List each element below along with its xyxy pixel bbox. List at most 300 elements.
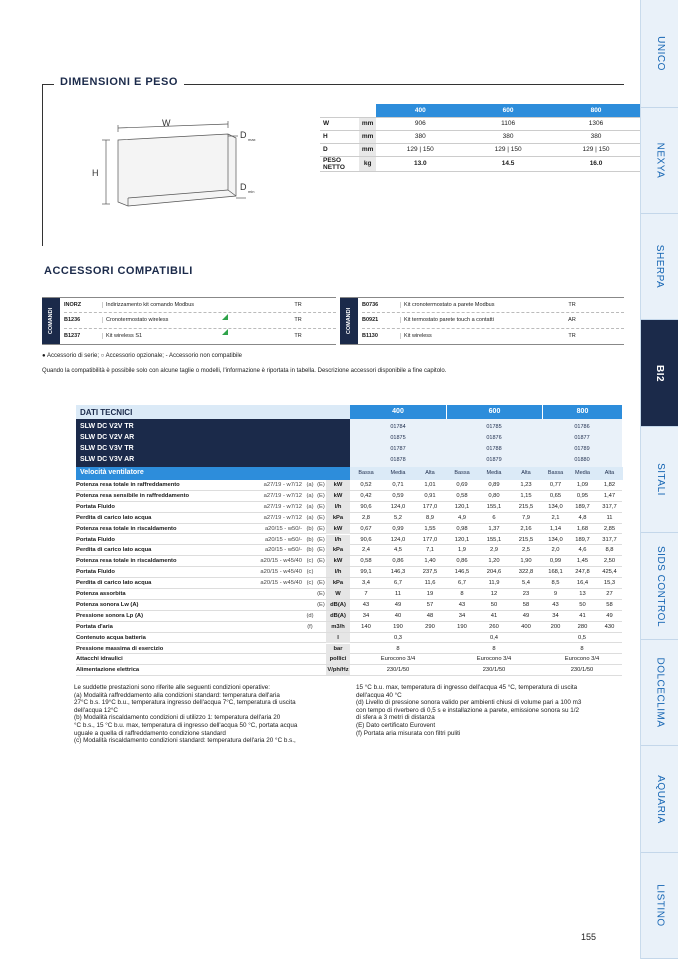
param-value: 41 [490,612,498,619]
param-value: 0,86 [392,558,404,565]
param-value: 8 [396,645,400,652]
tab-unico[interactable] [641,0,678,108]
param-value: 260 [489,623,499,630]
param-value: 90,6 [360,536,372,543]
param-value: 4,9 [457,514,467,521]
param-name: Pressione sonora Lp (A) [76,612,143,619]
param-value: 230/1/50 [482,667,506,674]
param-value: 322,8 [518,569,534,576]
param-value: 0,4 [489,634,499,641]
param-value: 1,45 [576,558,589,565]
param-note: (E) [317,536,325,543]
tech-row [76,502,622,513]
param-unit: kPa [326,578,350,588]
param-value: 0,5 [577,634,587,641]
param-value: 0,52 [360,482,372,488]
param-value: 0,98 [456,525,468,532]
footnote-line: (E) Dato certificato Eurovent [356,721,436,729]
param-name: Perdita di carico lato acqua [76,580,152,587]
tech-model-code: 01785 [486,424,502,430]
footnotes-right [356,684,626,737]
tech-model-code: 01786 [574,424,590,430]
section-tabs [640,0,678,959]
param-unit: pollici [326,654,350,664]
footnote-line: con tempo di riverbero di 0,5 s e installazione a parete, emissione sonora su 1/2 [356,706,579,714]
fan-speed-header: Alta [596,467,623,480]
dim-row-h: H mm 380 380 380 [320,130,640,143]
param-value: 177,0 [422,503,438,510]
tech-model-name: SLW DC V2V TR [80,423,134,430]
param-value: 43 [362,601,370,608]
accessories-left-block [42,297,336,345]
dimensions-title: DIMENSIONI E PESO [54,76,184,88]
param-value: 40 [394,612,402,619]
param-value: 34 [362,612,370,619]
tech-row [76,622,622,633]
param-value: 2,0 [551,547,560,554]
param-name: Potenza resa totale in riscaldamento [76,558,177,565]
param-unit: V/ph/Hz [327,667,349,674]
param-value: 204,6 [486,569,502,576]
param-value: 27 [606,591,613,597]
param-value: 1,9 [457,547,467,554]
param-value: 280 [577,623,588,630]
param-value: 1,40 [424,558,436,565]
param-value: 11,9 [488,580,500,587]
tab-label: SIDS CONTROL [654,545,666,627]
drawing-label-dmax-sub: max [248,137,256,142]
param-value: 1,23 [520,482,532,488]
fan-speed-header: Media [569,467,596,480]
param-note: (E) [317,601,325,608]
param-name: Portata Fluido [76,536,115,543]
param-note: (b) [306,547,314,554]
param-value: 0,89 [488,482,500,488]
param-value: 4,6 [578,547,587,554]
param-value: 2,50 [603,558,616,565]
param-value: 2,8 [361,514,371,521]
param-value: 8 [460,591,464,597]
param-value: 90,6 [360,503,372,510]
accessory-flag-icon [222,314,228,320]
param-value: 2,85 [603,525,616,532]
footnote-line: 27°C b.s. 19°C b.u., temperatura ingresso dell'acqua 7°C, temperatura di uscita [74,699,296,707]
param-value: 6,7 [393,580,403,587]
param-value: 2,1 [551,514,560,521]
accessories-title: ACCESSORI COMPATIBILI [44,265,193,277]
param-value: 8,8 [605,547,614,554]
tech-row [76,567,622,578]
param-value: 19 [426,591,434,597]
param-value: 7,1 [425,547,435,554]
param-value: 146,5 [454,569,470,576]
param-note: (E) [317,558,325,565]
param-value: Eurocono 3/4 [476,656,512,663]
param-value: 200 [550,623,561,630]
param-value: 11 [394,591,402,597]
accessory-row: INORZ Indirizzamento kit comando Modbus TR [64,298,336,313]
fan-speed-header: Media [382,467,414,480]
param-value: 58 [522,601,530,608]
param-value: 189,7 [575,536,590,543]
param-value: 16,4 [576,580,589,587]
param-value: 190 [457,623,467,630]
drawing-label-w: W [162,118,171,128]
param-unit: kW [326,480,350,490]
accessory-flag-icon [222,329,228,335]
tab-label: DOLCECLIMA [654,657,666,728]
param-unit: l/h [326,502,350,512]
param-note: (d) [306,612,314,619]
param-value: 190 [393,623,403,630]
footnote-line: (d) Livello di pressione sonora valido per ambienti chiusi di volume pari a 100 m3 [356,699,582,707]
tab-listino[interactable] [641,853,678,959]
param-value: 317,7 [602,503,617,510]
tab-label: NEXYA [654,142,666,179]
param-name: Attacchi idraulici [76,656,123,663]
param-value: 134,0 [548,536,563,543]
param-value: 1,55 [424,525,436,532]
tab-sids-control[interactable] [641,533,678,640]
param-value: 12 [490,591,498,597]
param-unit: kPa [326,513,350,523]
param-note: (a) [306,482,314,488]
param-value: 290 [425,623,435,630]
dim-row-d: D mm 129 | 150 129 | 150 129 | 150 [320,143,640,156]
accessory-row: B1237 Kit wireless S1 TR [64,333,302,340]
param-value: 57 [426,601,434,608]
param-note: (b) [306,536,314,543]
tech-model-code: 01878 [390,457,406,463]
param-value: 41 [579,612,586,619]
param-value: 43 [458,601,466,608]
dim-col-600: 600 [464,104,552,117]
tab-nexya[interactable] [641,108,678,214]
param-value: 0,65 [549,492,562,499]
param-value: 215,5 [518,503,534,510]
param-value: 155,1 [486,536,502,543]
param-value: 48 [426,612,434,619]
accessories-legend: ● Accessorio di serie; ○ Accessorio opzionale; - Accessorio non compatibile [42,353,243,359]
param-note: (E) [317,591,325,597]
tech-row [76,600,622,611]
drawing-label-dmin-sub: min [248,189,255,194]
param-value: 430 [604,623,615,630]
param-value: 1,20 [488,558,500,565]
param-value: 177,0 [422,536,438,543]
dim-col-800: 800 [552,104,640,117]
tech-row [76,589,622,600]
param-note: (f) [307,623,313,630]
accessories-side-label: COMANDI [340,298,358,344]
tab-aquaria[interactable] [641,746,678,853]
param-value: 0,3 [393,634,403,641]
fan-speed-header: Alta [414,467,446,480]
tech-row [76,556,622,567]
tab-label: SHERPA [654,244,666,289]
footnote-line: dell'acqua 12°C [74,706,118,714]
param-note: (c) [306,580,314,587]
param-unit: kPa [326,545,350,555]
param-value: 2,16 [520,525,532,532]
param-value: 49 [522,612,530,619]
param-value: 215,5 [518,536,534,543]
param-value: 0,77 [549,482,562,488]
param-value: 0,99 [549,558,562,565]
param-value: 0,42 [360,492,372,499]
tech-model-code: 01877 [574,435,590,441]
tech-row [76,654,622,665]
param-name: Perdita di carico lato acqua [76,514,152,521]
param-value: 317,7 [602,536,617,543]
footnote-line: (f) Portata aria misurata con filtri puliti [356,729,461,737]
param-condition: a20/15 - w50/- [264,536,302,543]
tech-row [76,480,622,491]
param-value: 15,3 [603,580,616,587]
param-condition: a27/19 - w7/12 [263,482,302,488]
drawing-label-h: H [92,168,99,178]
param-value: 155,1 [486,503,502,510]
param-value: 34 [552,612,559,619]
tech-row [76,535,622,546]
param-value: 168,1 [548,569,563,576]
param-value: 6 [492,514,496,521]
param-value: 134,0 [548,503,563,510]
param-value: 43 [552,601,559,608]
param-value: 0,80 [488,492,500,499]
tech-model-name: SLW DC V2V AR [80,434,135,441]
param-condition: a27/19 - w7/12 [263,503,302,510]
param-value: 2,4 [361,547,371,554]
param-value: 124,0 [390,503,406,510]
accessories-note: Quando la compatibilità è possibile solo con alcune taglie o modelli, l'informazione è riportata in tabella. Descrizione accessori disponibile a fine capitolo. [42,368,447,374]
param-note: (c) [306,569,314,576]
param-value: 237,5 [422,569,438,576]
param-value: 7,9 [521,514,531,521]
footnote-line: Le suddette prestazioni sono riferite alle seguenti condizioni operative: [74,684,271,691]
param-unit: dB(A) [326,600,350,610]
tab-dolceclima[interactable] [641,640,678,746]
param-value: 247,8 [575,569,590,576]
accessory-row: B0921 Kit termostato parete touch a contatti AR [362,313,624,328]
tab-label: UNICO [654,36,666,71]
param-note: (a) [306,503,314,510]
param-value: 8,5 [551,580,560,587]
footnotes-left [74,684,344,745]
param-value: 230/1/50 [386,667,410,674]
param-unit: dB(A) [326,611,350,621]
param-name: Portata Fluido [76,503,115,510]
param-value: 1,82 [603,482,616,488]
param-unit: l/h [326,567,350,577]
param-note: (E) [317,525,325,532]
tech-row [76,578,622,589]
tech-model-name: SLW DC V3V TR [80,445,134,452]
param-value: 400 [521,623,531,630]
param-value: Eurocono 3/4 [564,656,600,663]
param-value: 0,58 [360,558,372,565]
dim-row-w: W mm 906 1106 1306 [320,117,640,130]
param-note: (b) [306,525,314,532]
param-value: 120,1 [454,503,470,510]
footnote-line: dell'acqua 40 °C [356,691,402,699]
param-value: 0,86 [456,558,468,565]
accessory-row: B1236 Cronotermostato wireless TR [64,313,336,328]
param-name: Potenza assorbita [76,591,126,597]
param-value: 124,0 [390,536,406,543]
dim-col-400: 400 [376,104,464,117]
tab-bi2[interactable] [641,320,678,427]
tech-size-800: 800 [542,405,622,419]
drawing-label-dmin: D [240,182,247,192]
param-condition: a20/15 - w45/40 [260,580,302,587]
param-value: 1,90 [520,558,532,565]
param-value: 140 [361,623,371,630]
param-note: (c) [306,558,314,565]
tab-sitali[interactable] [641,427,678,533]
param-note: (a) [306,492,314,499]
param-value: 49 [394,601,402,608]
tech-model-code: 01879 [486,457,502,463]
tech-row [76,513,622,524]
tech-row [76,644,622,655]
accessory-row: B1130 Kit wireless TR [362,333,576,340]
param-value: 13 [579,591,586,597]
param-value: 120,1 [454,536,470,543]
param-value: 23 [522,591,530,597]
fan-speed-header: Media [478,467,510,480]
param-value: 50 [579,601,586,608]
param-value: 0,91 [424,492,436,499]
tab-label: LISTINO [654,884,666,927]
tech-size-600: 600 [446,405,542,419]
param-value: 1,14 [549,525,562,532]
param-unit: kW [326,491,350,501]
footnote-line: 15 °C b.u. max, temperatura di ingresso dell'acqua 45 °C, temperatura di uscita [356,684,578,691]
param-unit: W [326,589,350,599]
param-condition: a20/15 - w45/40 [260,569,302,576]
param-note: (E) [317,503,325,510]
footnote-line: (a) Modalità raffreddamento alla condizioni standard: temperatura dell'aria [74,691,280,699]
footnote-line: uguale a quella di raffreddamento condizione standard [74,729,226,737]
param-value: 0,67 [360,525,372,532]
param-value: 0,59 [392,492,404,499]
param-value: 8,9 [425,514,435,521]
param-unit: l/h [326,535,350,545]
tech-model-code: 01788 [486,446,502,452]
footnote-line: °C b.s., 15 °C b.u. max, temperatura di ingresso dell'acqua 50 °C, portata acqua [74,721,298,729]
param-value: 1,47 [603,492,616,499]
param-value: 6,7 [457,580,467,587]
dim-row-weight: PESO NETTO kg 13.0 14.5 16.0 [320,156,640,171]
param-name: Potenza resa sensibile in raffreddamento [76,492,190,499]
param-value: 0,69 [456,482,468,488]
param-value: 49 [606,612,613,619]
tech-row [76,545,622,556]
fan-speed-header: Bassa [350,467,382,480]
param-name: Alimentazione elettrica [76,667,140,674]
param-value: 50 [490,601,498,608]
param-value: 7 [364,591,368,597]
accessories-right-block [340,297,624,345]
fan-speed-header: Bassa [446,467,478,480]
param-note: (E) [317,492,325,499]
tech-size-400: 400 [350,405,446,419]
param-name: Potenza sonora Lw (A) [76,601,139,608]
param-condition: a20/15 - w50/- [264,525,302,532]
param-value: 4,8 [578,514,587,521]
page-number: 155 [580,932,596,942]
fan-speed-label: Velocità ventilatore [80,469,144,476]
param-name: Potenza resa totale in riscaldamento [76,525,177,532]
tech-row [76,491,622,502]
param-value: 5,2 [393,514,403,521]
param-value: 1,15 [520,492,532,499]
footnote-line: (c) Modalità riscaldamento condizioni standard: temperatura dell'aria 20 °C b.s., [74,737,296,745]
param-value: 11,6 [424,580,436,587]
param-condition: a20/15 - w45/40 [260,558,302,565]
param-note: (E) [317,580,325,587]
param-unit: l [326,633,350,643]
param-condition: a27/19 - w7/12 [263,514,302,521]
param-note: (E) [317,547,325,554]
tech-model-code: 01880 [574,457,590,463]
param-note: (E) [317,482,325,488]
param-unit: kW [326,524,350,534]
tab-label: BI2 [654,364,666,382]
param-value: 34 [458,612,466,619]
tech-row [76,611,622,622]
param-value: 230/1/50 [570,667,594,674]
param-value: 0,95 [576,492,589,499]
param-condition: a20/15 - w50/- [264,547,302,554]
param-unit: kW [326,556,350,566]
param-unit: m3/h [326,622,350,632]
param-unit: bar [326,644,350,654]
param-value: 0,71 [392,482,404,488]
accessories-side-label: COMANDI [42,298,60,344]
param-value: 146,3 [390,569,406,576]
param-value: 3,4 [361,580,371,587]
tech-model-code: 01789 [574,446,590,452]
tab-sherpa[interactable] [641,214,678,320]
param-name: Contenuto acqua batteria [76,634,146,641]
param-value: 1,01 [424,482,436,488]
tech-row [76,633,622,644]
tech-model-name: SLW DC V3V AR [80,456,135,463]
param-note: (a) [306,514,314,521]
param-value: 0,99 [392,525,404,532]
param-condition: a27/19 - w7/12 [263,492,302,499]
param-value: 0,58 [456,492,468,499]
footnote-line: di sfera a 3 metri di distanza [356,714,435,722]
tech-model-code: 01875 [390,435,406,441]
unit-drawing [88,118,268,228]
fan-speed-header: Bassa [542,467,569,480]
tech-model-code: 01876 [486,435,502,441]
param-value: 5,4 [521,580,531,587]
tab-label: AQUARIA [654,774,666,824]
tech-title: DATI TECNICI [80,408,133,417]
tech-model-code: 01787 [390,446,406,452]
tech-model-code: 01784 [390,424,406,430]
drawing-label-dmax: D [240,130,247,140]
tab-label: SITALI [654,463,666,496]
param-name: Portata d'aria [76,623,113,630]
fan-speed-header: Alta [510,467,542,480]
param-value: 1,68 [576,525,589,532]
param-value: 1,09 [576,482,589,488]
